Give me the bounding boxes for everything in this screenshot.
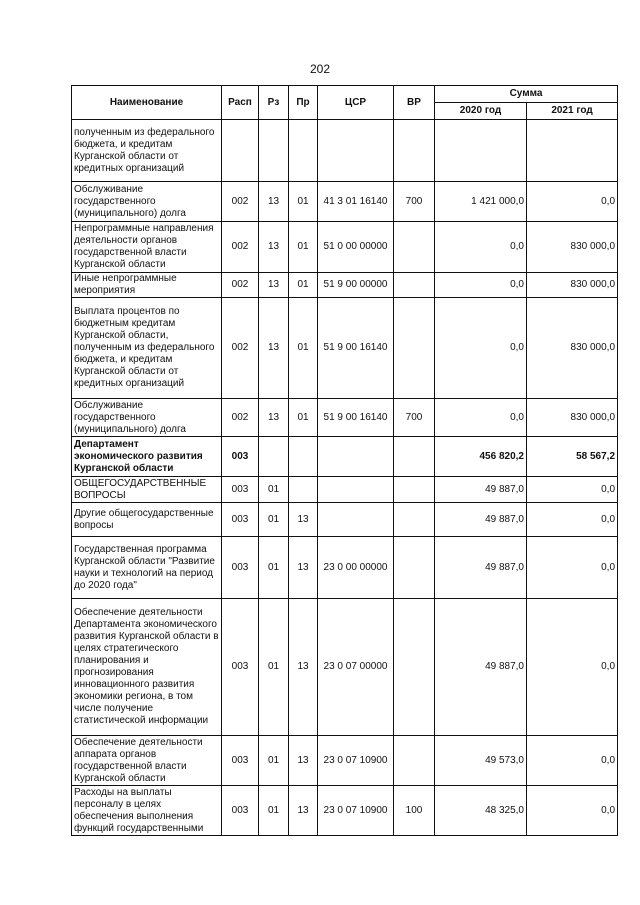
cell-csr: 41 3 01 16140: [318, 182, 394, 222]
cell-2020: 49 887,0: [435, 477, 527, 503]
table-row: [72, 222, 618, 273]
cell-name: Иные непрограммные мероприятия: [72, 273, 222, 298]
cell-csr: [318, 477, 394, 503]
cell-2021: 0,0: [527, 599, 618, 736]
cell-vr: [394, 222, 435, 273]
cell-2020: 49 887,0: [435, 503, 527, 537]
cell-2021: 0,0: [527, 182, 618, 222]
cell-pr: 01: [289, 273, 318, 298]
cell-name: Обеспечение деятельности аппарата органов государственной власти Курганской области: [72, 736, 222, 786]
cell-2020: 0,0: [435, 222, 527, 273]
cell-csr: 23 0 07 10900: [318, 786, 394, 836]
cell-rasp: 003: [222, 537, 259, 599]
budget-table: [71, 85, 618, 836]
cell-pr: 01: [289, 298, 318, 399]
cell-csr: 51 9 00 16140: [318, 399, 394, 437]
table-row: [72, 120, 618, 182]
cell-rasp: 003: [222, 599, 259, 736]
cell-csr: 23 0 07 10900: [318, 736, 394, 786]
table-row: [72, 298, 618, 399]
cell-rz: 01: [259, 786, 289, 836]
cell-rz: 13: [259, 273, 289, 298]
table-row: [72, 273, 618, 298]
cell-name: Департамент экономического развития Курганской области: [72, 437, 222, 477]
cell-2020: 0,0: [435, 273, 527, 298]
cell-rasp: 002: [222, 273, 259, 298]
cell-pr: [289, 120, 318, 182]
cell-name: Государственная программа Курганской области "Развитие науки и технологий на период до 2020 года": [72, 537, 222, 599]
cell-name: Выплата процентов по бюджетным кредитам Курганской области, полученным из федерального бюджета, и кредитам Курганской области от кредитных организаций: [72, 298, 222, 399]
cell-2021: 0,0: [527, 477, 618, 503]
cell-vr: [394, 599, 435, 736]
table-row: [72, 437, 618, 477]
cell-rasp: 003: [222, 736, 259, 786]
table-row: [72, 503, 618, 537]
cell-pr: 01: [289, 182, 318, 222]
table-row: [72, 736, 618, 786]
cell-rz: 01: [259, 599, 289, 736]
cell-2020: 1 421 000,0: [435, 182, 527, 222]
cell-name: Непрограммные направления деятельности органов государственной власти Курганской области: [72, 222, 222, 273]
cell-vr: [394, 120, 435, 182]
cell-pr: 13: [289, 736, 318, 786]
cell-csr: 51 9 00 00000: [318, 273, 394, 298]
cell-2021: 0,0: [527, 786, 618, 836]
cell-2020: 48 325,0: [435, 786, 527, 836]
page-number: 202: [309, 62, 331, 76]
cell-rz: [259, 120, 289, 182]
cell-csr: 23 0 07 00000: [318, 599, 394, 736]
cell-pr: [289, 437, 318, 477]
cell-name: Обеспечение деятельности Департамента экономического развития Курганской области в целях стратегического планирования и прогнозирования инновационного развития экономики региона, в том числе получение статистической информации: [72, 599, 222, 736]
cell-csr: 23 0 00 00000: [318, 537, 394, 599]
cell-2021: 0,0: [527, 503, 618, 537]
cell-pr: 01: [289, 222, 318, 273]
table-row: [72, 399, 618, 437]
cell-vr: 100: [394, 786, 435, 836]
cell-vr: [394, 477, 435, 503]
cell-name: Обслуживание государственного (муниципального) долга: [72, 182, 222, 222]
cell-pr: 13: [289, 786, 318, 836]
cell-rz: 01: [259, 736, 289, 786]
cell-csr: [318, 437, 394, 477]
cell-2020: 49 573,0: [435, 736, 527, 786]
cell-pr: [289, 477, 318, 503]
cell-2021: 830 000,0: [527, 298, 618, 399]
header-pr: Пр: [289, 86, 318, 120]
cell-rz: 13: [259, 399, 289, 437]
header-rz: Рз: [259, 86, 289, 120]
cell-pr: 13: [289, 503, 318, 537]
cell-rz: 01: [259, 537, 289, 599]
header-name: Наименование: [72, 86, 222, 120]
table-row: [72, 599, 618, 736]
cell-pr: 13: [289, 537, 318, 599]
cell-name: Другие общегосударственные вопросы: [72, 503, 222, 537]
cell-vr: [394, 273, 435, 298]
cell-2021: 830 000,0: [527, 222, 618, 273]
cell-csr: [318, 503, 394, 537]
header-csr: ЦСР: [318, 86, 394, 120]
table-body: [72, 120, 618, 836]
cell-rz: [259, 437, 289, 477]
cell-rz: 13: [259, 298, 289, 399]
cell-pr: 01: [289, 399, 318, 437]
cell-rasp: 002: [222, 222, 259, 273]
cell-name: ОБЩЕГОСУДАРСТВЕННЫЕ ВОПРОСЫ: [72, 477, 222, 503]
cell-rz: 13: [259, 182, 289, 222]
cell-2021: 58 567,2: [527, 437, 618, 477]
header-sum: Сумма: [435, 86, 618, 103]
cell-name: Обслуживание государственного (муниципального) долга: [72, 399, 222, 437]
cell-rasp: 003: [222, 437, 259, 477]
cell-rasp: [222, 120, 259, 182]
table-row: [72, 182, 618, 222]
cell-rasp: 003: [222, 786, 259, 836]
cell-2020: 0,0: [435, 298, 527, 399]
header-vr: ВР: [394, 86, 435, 120]
cell-2021: [527, 120, 618, 182]
cell-2020: 0,0: [435, 399, 527, 437]
cell-rz: 01: [259, 503, 289, 537]
cell-csr: [318, 120, 394, 182]
cell-2020: [435, 120, 527, 182]
cell-rasp: 003: [222, 477, 259, 503]
cell-vr: 700: [394, 399, 435, 437]
cell-2021: 830 000,0: [527, 273, 618, 298]
cell-2020: 456 820,2: [435, 437, 527, 477]
cell-csr: 51 0 00 00000: [318, 222, 394, 273]
cell-vr: [394, 437, 435, 477]
cell-rasp: 002: [222, 182, 259, 222]
cell-rasp: 002: [222, 399, 259, 437]
cell-2020: 49 887,0: [435, 537, 527, 599]
cell-vr: [394, 298, 435, 399]
cell-2021: 830 000,0: [527, 399, 618, 437]
table-row: [72, 786, 618, 836]
cell-rz: 13: [259, 222, 289, 273]
cell-vr: [394, 503, 435, 537]
cell-2021: 0,0: [527, 736, 618, 786]
cell-name: Расходы на выплаты персоналу в целях обеспечения выполнения функций государственными: [72, 786, 222, 836]
header-2021: 2021 год: [527, 103, 618, 120]
table-row: [72, 477, 618, 503]
header-2020: 2020 год: [435, 103, 527, 120]
header-rasp: Расп: [222, 86, 259, 120]
cell-vr: [394, 537, 435, 599]
cell-rz: 01: [259, 477, 289, 503]
cell-name: полученным из федерального бюджета, и кредитам Курганской области от кредитных организаций: [72, 120, 222, 182]
table-row: [72, 537, 618, 599]
cell-vr: 700: [394, 182, 435, 222]
cell-pr: 13: [289, 599, 318, 736]
cell-2021: 0,0: [527, 537, 618, 599]
cell-vr: [394, 736, 435, 786]
cell-rasp: 002: [222, 298, 259, 399]
cell-rasp: 003: [222, 503, 259, 537]
cell-2020: 49 887,0: [435, 599, 527, 736]
cell-csr: 51 9 00 16140: [318, 298, 394, 399]
header-row-1: [72, 86, 618, 103]
